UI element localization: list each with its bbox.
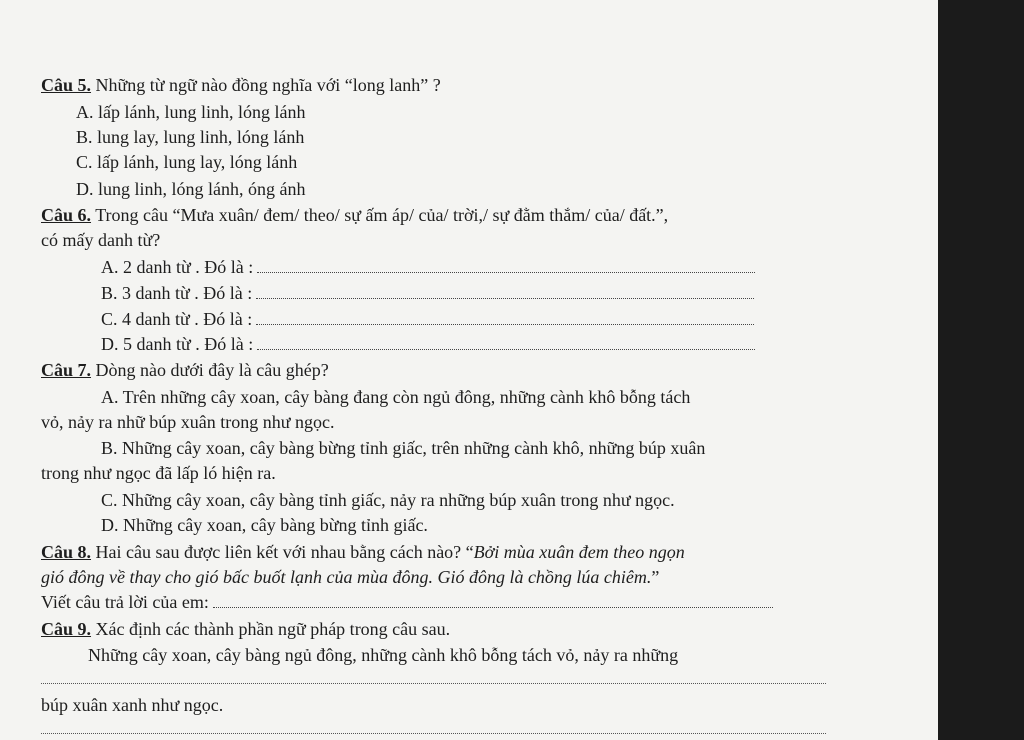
question-7	[41, 359, 329, 381]
question-7-option-b: B. Những cây xoan, cây bàng bừng tỉnh giấc, trên những cành khô, những búp xuân	[101, 438, 706, 458]
question-8-text: Hai câu sau được liên kết với nhau bằng cách nào? “	[91, 542, 474, 562]
question-6-option-d	[101, 333, 755, 355]
question-8	[41, 541, 685, 563]
question-6-label: Câu 6.	[41, 205, 92, 225]
answer-dotted-line[interactable]	[213, 593, 773, 608]
question-9-text: Xác định các thành phần ngữ pháp trong câu sau.	[91, 619, 451, 639]
answer-dotted-line[interactable]	[256, 284, 754, 299]
question-8-quote	[41, 566, 659, 588]
question-8-answer-label: Viết câu trả lời của em:	[41, 592, 209, 612]
question-5-option-c: C. lấp lánh, lung lay, lóng lánh	[76, 152, 298, 172]
question-5-option-a: A. lấp lánh, lung linh, lóng lánh	[76, 102, 306, 122]
answer-dotted-line[interactable]	[41, 683, 826, 684]
question-7-option-d: D. Những cây xoan, cây bàng bừng tỉnh giấc.	[101, 515, 428, 535]
dark-edge-band	[938, 0, 1024, 740]
question-6-text-cont: có mấy danh từ?	[41, 230, 161, 250]
question-5	[41, 74, 441, 96]
answer-dotted-line[interactable]	[257, 335, 755, 350]
question-5-text: Những từ ngữ nào đồng nghĩa với “long lanh” ?	[91, 75, 441, 95]
question-6-option-d-text: D. 5 danh từ . Đó là :	[101, 334, 254, 354]
question-6-option-c	[101, 308, 754, 330]
question-6-option-b	[101, 282, 754, 304]
question-9-sentence-cont: búp xuân xanh như ngọc.	[41, 695, 224, 715]
question-6-option-b-text: B. 3 danh từ . Đó là :	[101, 283, 253, 303]
question-9-sentence: Những cây xoan, cây bàng ngủ đông, những cành khô bỗng tách vỏ, nảy ra những	[88, 645, 679, 665]
question-6-option-a	[101, 256, 755, 278]
question-7-option-a: A. Trên những cây xoan, cây bàng đang còn ngủ đông, những cành khô bỗng tách	[101, 387, 691, 407]
question-6-option-a-text: A. 2 danh từ . Đó là :	[101, 257, 254, 277]
question-8-quote-end: ”	[651, 567, 660, 587]
question-7-label: Câu 7.	[41, 360, 92, 380]
answer-dotted-line[interactable]	[257, 258, 755, 273]
question-7-option-a-cont: vỏ, nảy ra nhữ búp xuân trong như ngọc.	[41, 412, 335, 432]
question-6-text: Trong câu “Mưa xuân/ đem/ theo/ sự ấm áp/ của/ trời,/ sự đằm thắm/ của/ đất.”,	[91, 205, 669, 225]
question-6-option-c-text: C. 4 danh từ . Đó là :	[101, 309, 253, 329]
question-6	[41, 204, 668, 226]
question-5-option-b: B. lung lay, lung linh, lóng lánh	[76, 127, 305, 147]
question-7-option-b-cont: trong như ngọc đã lấp ló hiện ra.	[41, 463, 276, 483]
question-5-label: Câu 5.	[41, 75, 92, 95]
question-7-option-c: C. Những cây xoan, cây bàng tỉnh giấc, nảy ra những búp xuân trong như ngọc.	[101, 490, 675, 510]
question-7-text: Dòng nào dưới đây là câu ghép?	[91, 360, 329, 380]
question-9	[41, 618, 450, 640]
question-8-answer	[41, 591, 773, 613]
question-8-quote-cont: gió đông về thay cho gió bấc buốt lạnh của mùa đông. Gió đông là chồng lúa chiêm.	[41, 567, 652, 587]
question-5-option-d: D. lung linh, lóng lánh, óng ánh	[76, 179, 306, 199]
answer-dotted-line[interactable]	[256, 310, 754, 325]
question-8-label: Câu 8.	[41, 542, 92, 562]
answer-dotted-line[interactable]	[41, 733, 826, 734]
question-8-quote-start: Bởi mùa xuân đem theo ngọn	[473, 542, 685, 562]
question-9-label: Câu 9.	[41, 619, 92, 639]
